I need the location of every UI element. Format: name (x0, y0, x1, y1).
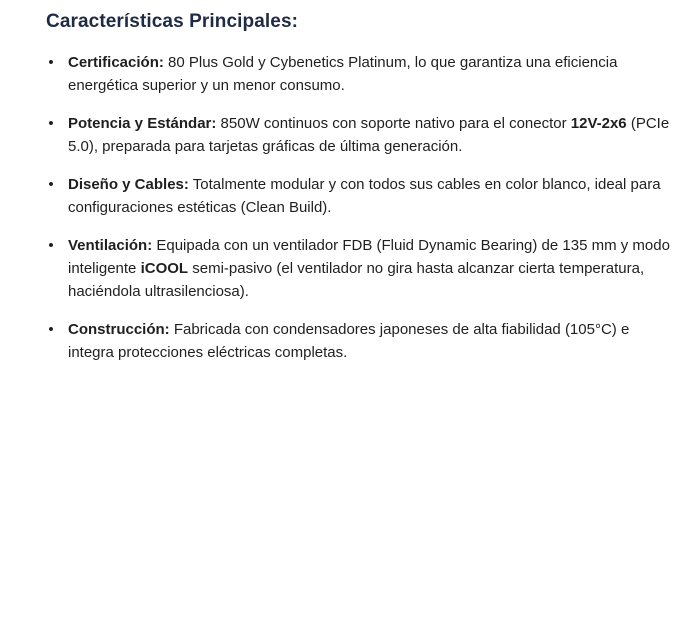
bullet-icon: • (48, 176, 54, 193)
list-item-construccion (46, 318, 678, 364)
item-label: Potencia y Estándar: (68, 115, 217, 132)
item-label: Certificación: (68, 54, 164, 71)
item-highlight: 12V-2x6 (570, 115, 627, 132)
list-item-certificacion (46, 51, 678, 97)
item-text: Fabricada con condensadores japoneses de alta fiabilidad (105°C) e integra protecciones eléctricas completas. (68, 321, 630, 361)
item-text: (PCIe 5.0), preparada para tarjetas gráficas de última generación. (68, 115, 670, 155)
list-item-diseno (46, 173, 678, 219)
section-heading: Características Principales: (46, 11, 299, 32)
item-text: 850W continuos con soporte nativo para el conector (216, 115, 571, 132)
list-item-potencia (46, 112, 678, 158)
list-item-ventilacion (46, 234, 678, 303)
features-list (46, 51, 678, 364)
item-label: Diseño y Cables: (68, 176, 189, 193)
item-text: 80 Plus Gold y Cybenetics Platinum, lo que garantiza una eficiencia energética superior y un menor consumo. (68, 54, 618, 94)
bullet-icon: • (48, 321, 54, 338)
item-label: Construcción: (68, 321, 170, 338)
bullet-icon: • (48, 54, 54, 71)
item-highlight: iCOOL (140, 260, 189, 277)
item-label: Ventilación: (68, 237, 153, 254)
bullet-icon: • (48, 115, 54, 132)
bullet-icon: • (48, 237, 54, 254)
item-text: semi-pasivo (el ventilador no gira hasta alcanzar cierta temperatura, haciéndola ultrasilenciosa). (68, 260, 645, 300)
item-text: Equipada con un ventilador FDB (Fluid Dynamic Bearing) de 135 mm y modo inteligente (68, 237, 670, 277)
item-text: Totalmente modular y con todos sus cables en color blanco, ideal para configuraciones estéticas (Clean Build). (68, 176, 661, 216)
